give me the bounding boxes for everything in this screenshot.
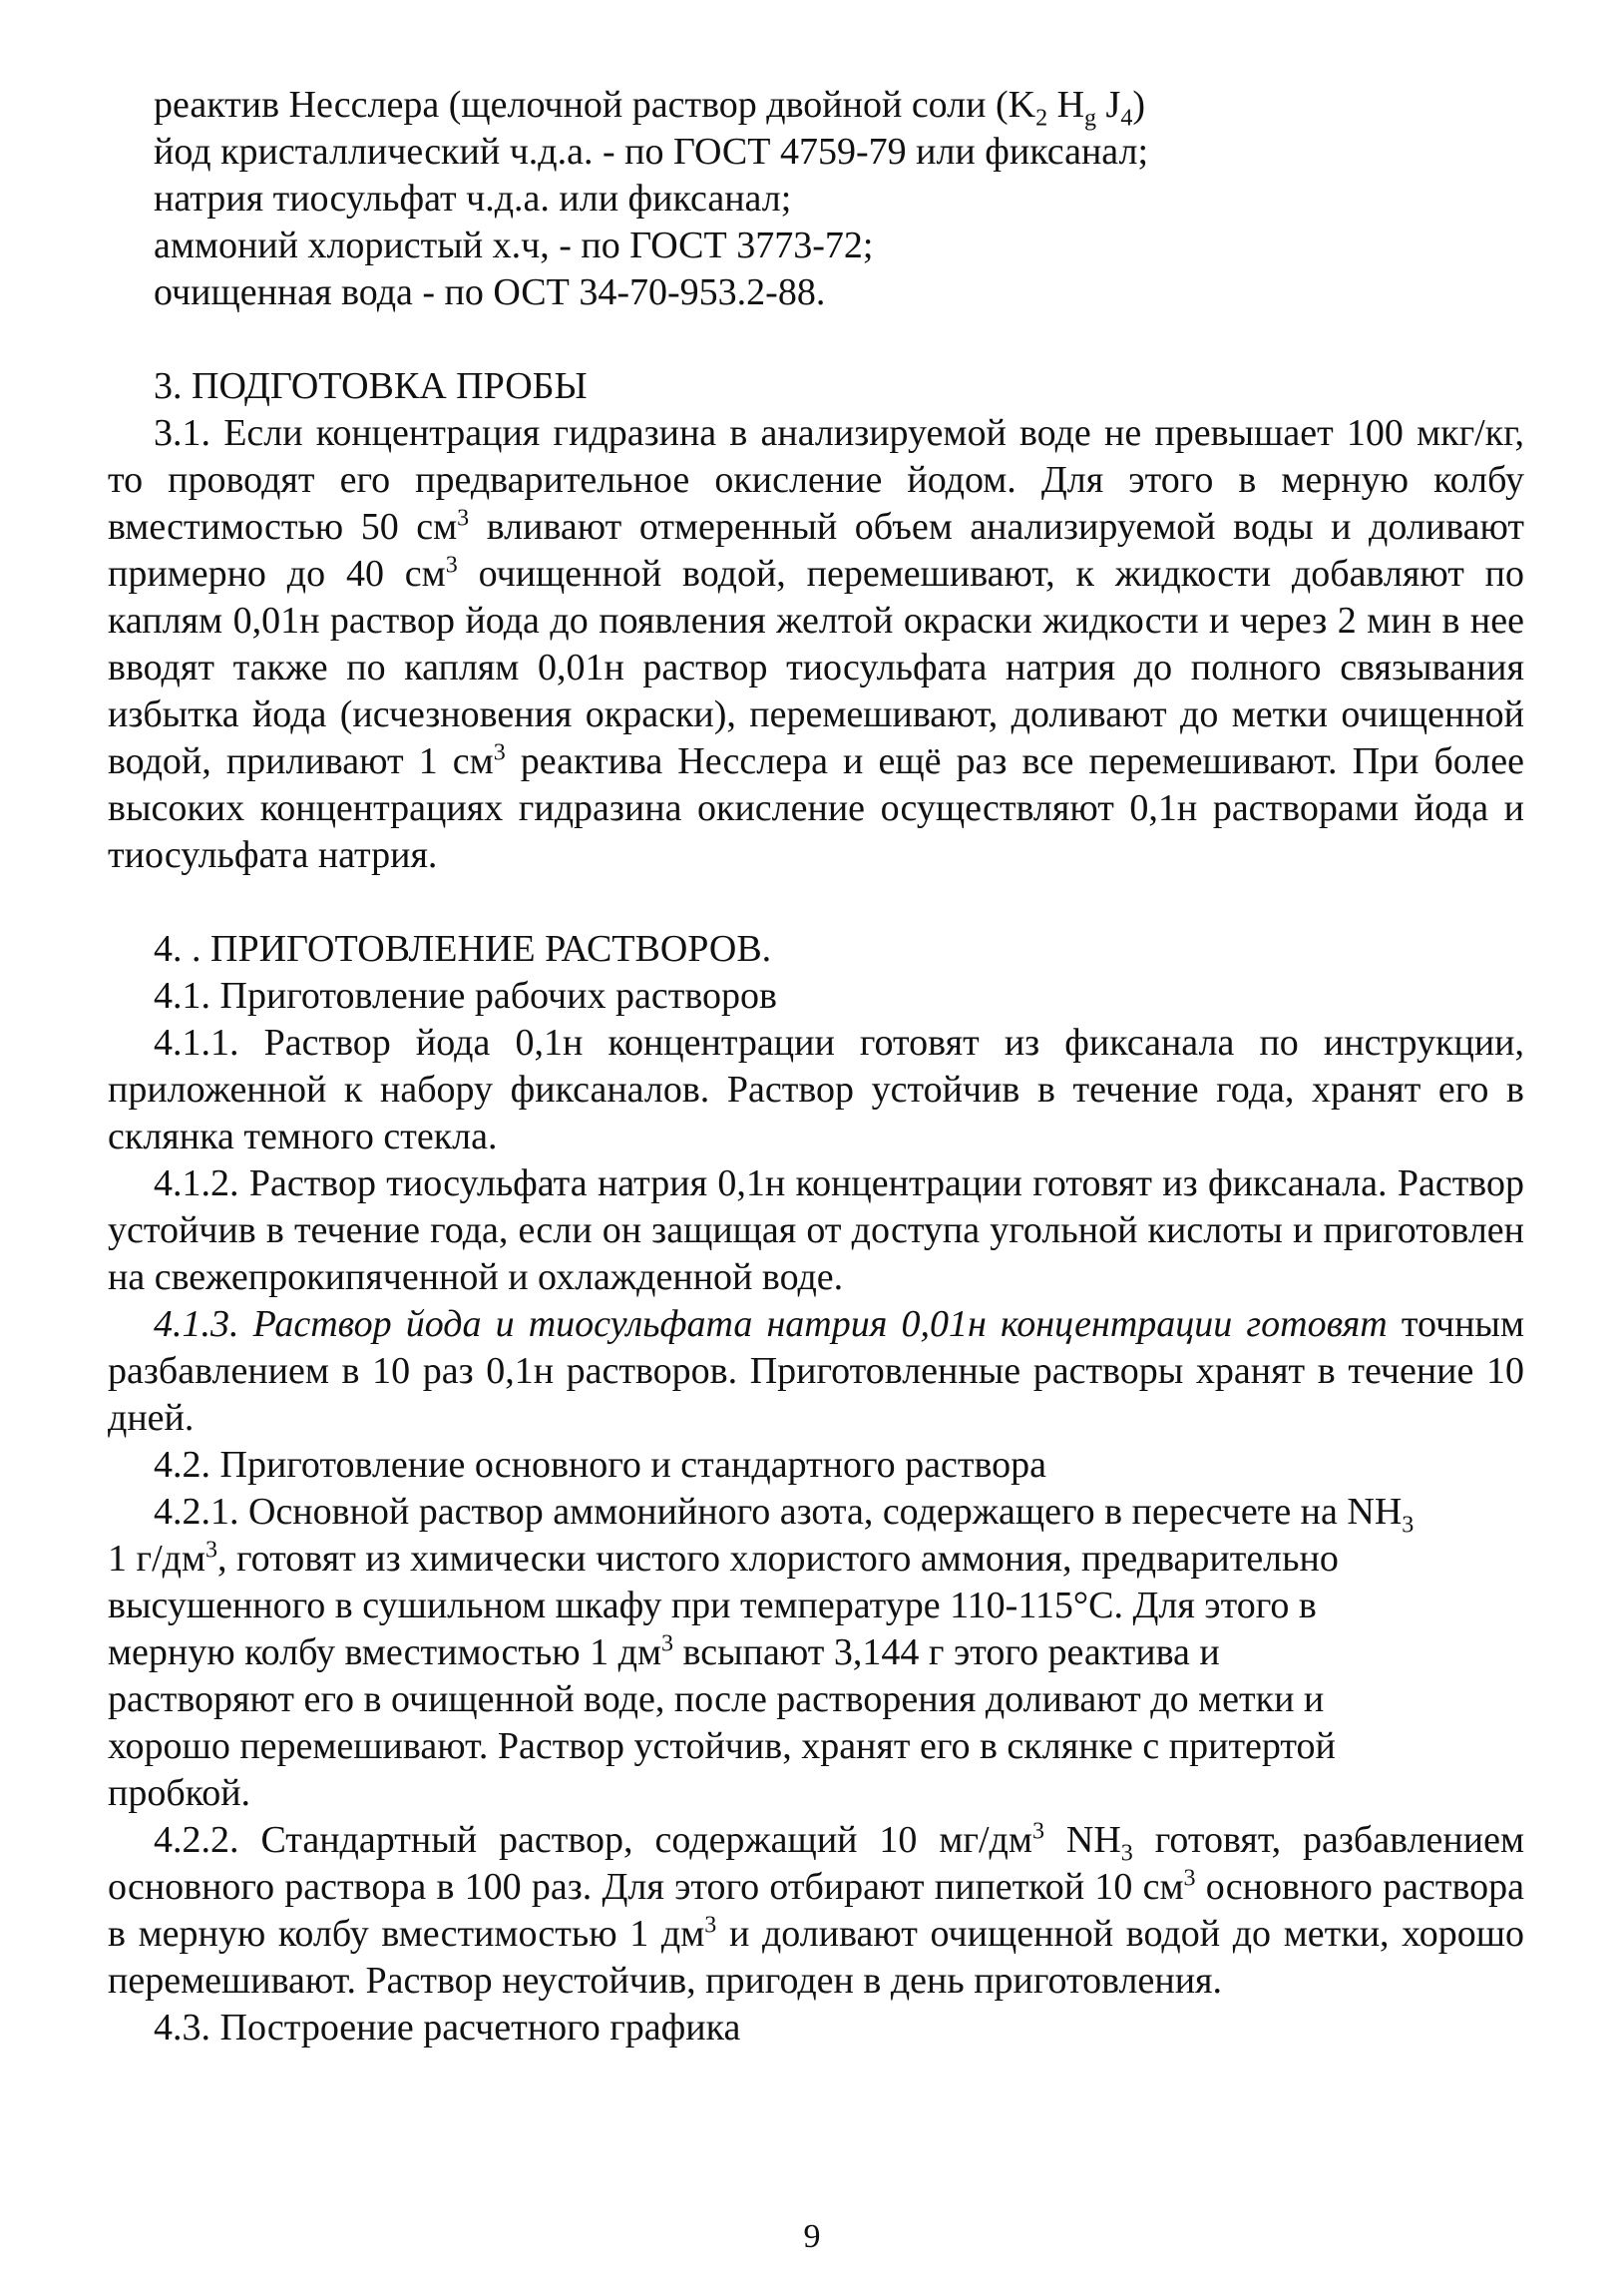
reagent-iodine: йод кристаллический ч.д.а. - по ГОСТ 4759-79 или фиксанал; (154, 131, 1148, 173)
paragraph-3-1: 3.1. Если концентрация гидразина в анализируемой воде не превышает 100 мкг/кг, то проводят его предварительное окисление йодом. Для этого в мерную колбу вместимостью 50 $см^3$ вливают отмеренный объем анализируемой воды и доливают примерно до 40 $см^3$ очищенной водой, перемешивают, к жидкости добавляют по каплям 0,01н раствор йода до появления желтой окраски жидкости и через 2 мин в нее вводят также по каплям 0,01н раствор тиосульфата натрия до полного связывания избытка йода (исчезновения окраски), перемешивают, доливают до метки очищенной водой, приливают 1 $см^3$ реактива Несслера и ещё раз все перемешивают. При более высоких концентрациях гидразина окисление осуществляют 0,1н растворами йода и тиосульфата натрия. (108, 412, 1524, 876)
reagent-water: очищенная вода - по ОСТ 34-70-953.2-88. (154, 271, 826, 313)
paragraph-4-2-2: 4.2.2. Стандартный раствор, содержащий 10 $мг/дм^3$ $NH_3$ готовят, разбавлением основного раствора в 100 раз. Для этого отбирают пипеткой 10 $см^3$ основного раствора в мерную колбу вместимостью 1 $дм^3$ и доливают очищенной водой до метки, хорошо перемешивают. Раствор неустойчив, пригоден в день приготовления. (108, 1818, 1524, 2002)
section-3-heading: 3. ПОДГОТОВКА ПРОБЫ (154, 365, 588, 407)
paragraph-4-1-1: 4.1.1. Раствор йода 0,1н концентрации готовят из фиксанала по инструкции, приложенной к набору фиксаналов. Раствор устойчив в течение года, хранят его в склянка темного стекла. (108, 1022, 1524, 1157)
section-4 (108, 926, 1524, 2052)
reagent-ammonium: аммоний хлористый х.ч, - по ГОСТ 3773-72; (154, 225, 874, 266)
paragraph-4-1-3: 4.1.3. Раствор йода и тиосульфата натрия 0,01н концентрации готовят точным разбавлением в 10 раз 0,1н растворов. Приготовленные растворы хранят в течение 10 дней. (108, 1303, 1524, 1439)
section-4-heading: 4. . ПРИГОТОВЛЕНИЕ РАСТВОРОВ. (154, 928, 772, 970)
subsection-4-1-title: 4.1. Приготовление рабочих растворов (154, 975, 777, 1017)
section-3 (108, 363, 1524, 879)
paragraph-4-1-2: 4.1.2. Раствор тиосульфата натрия 0,1н концентрации готовят из фиксанала. Раствор устойчив в течение года, если он защищая от доступа угольной кислоты и приготовлен на свежепрокипяченной и охлажденной воде. (108, 1162, 1524, 1298)
reagent-nessler: реактив Несслера (щелочной раствор двойной соли ($K_2$ $H_g$ $J_4$) (154, 84, 1145, 132)
paragraph-4-2-1: 4.2.1. Основной раствор аммонийного азота, содержащего в пересчете на $NH_3$ 1 $г/дм^3$, готовят из химически чистого хлористого аммония, предварительно высушенного в сушильном шкафу при температуре 110-115°С. Для этого в мерную колбу вместимостью 1 $дм^3$ всыпают 3,144 г этого реактива и растворяют его в очищенной воде, после растворения доливают до метки и хорошо перемешивают. Раствор устойчив, хранят его в склянке с притертой пробкой. (108, 1491, 1415, 1814)
subsection-4-2-title: 4.2. Приготовление основного и стандартного раствора (154, 1444, 1047, 1486)
page-number: 9 (803, 2218, 821, 2255)
subsection-4-3-title: 4.3. Построение расчетного графика (154, 2007, 741, 2049)
reagents-list (108, 82, 1524, 316)
reagent-thiosulfate: натрия тиосульфат ч.д.а. или фиксанал; (154, 178, 792, 220)
